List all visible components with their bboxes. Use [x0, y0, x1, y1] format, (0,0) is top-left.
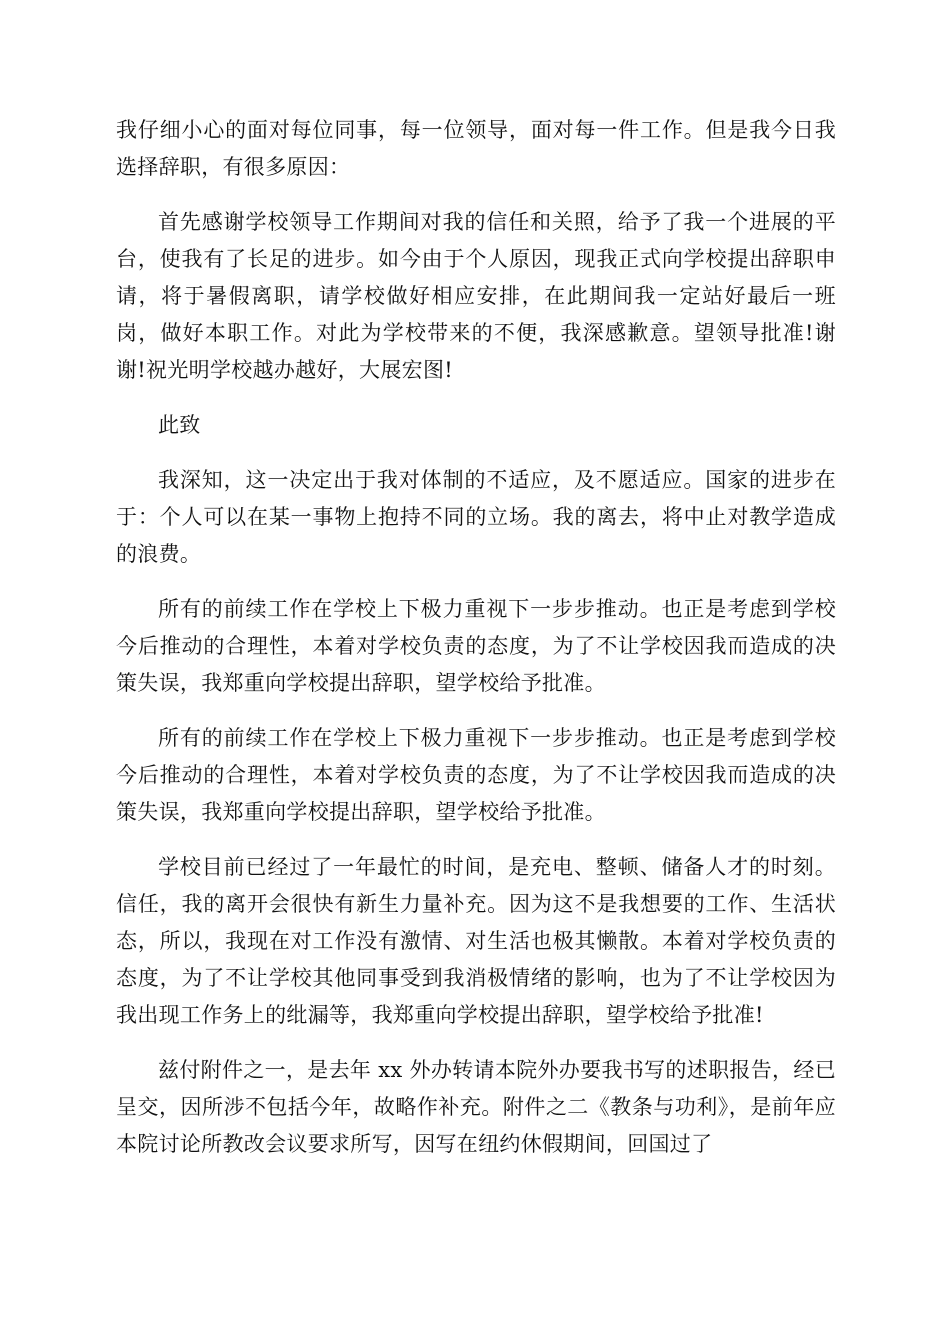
paragraph-2: 首先感谢学校领导工作期间对我的信任和关照，给予了我一个进展的平台，使我有了长足的进步。如今由于个人原因，现我正式向学校提出辞职申请，将于暑假离职，请学校做好相应安排，在此期间我一定站好最后一班岗，做好本职工作。对此为学校带来的不便，我深感歉意。望领导批准!谢谢!祝光明学校越办越好，大展宏图!: [116, 210, 836, 382]
paragraph-3: 我深知，这一决定出于我对体制的不适应，及不愿适应。国家的进步在于：个人可以在某一事物上抱持不同的立场。我的离去，将中止对教学造成的浪费。: [116, 468, 836, 566]
paragraph-7: 兹付附件之一，是去年 xx 外办转请本院外办要我书写的述职报告，经已呈交，因所涉不包括今年，故略作补充。附件之二《教条与功利》，是前年应本院讨论所教改会议要求所写，因写在纽约休假期间，回国过了: [116, 1058, 836, 1156]
paragraph-4: 所有的前续工作在学校上下极力重视下一步步推动。也正是考虑到学校今后推动的合理性，本着对学校负责的态度，为了不让学校因我而造成的决策失误，我郑重向学校提出辞职，望学校给予批准。: [116, 597, 836, 695]
paragraph-6: 学校目前已经过了一年最忙的时间，是充电、整顿、储备人才的时刻。信任，我的离开会很快有新生力量补充。因为这不是我想要的工作、生活状态，所以，我现在对工作没有激情、对生活也极其懒散。本着对学校负责的态度，为了不让学校其他同事受到我消极情绪的影响，也为了不让学校因为我出现工作务上的纰漏等，我郑重向学校提出辞职，望学校给予批准!: [116, 855, 836, 1027]
paragraph-1: 我仔细小心的面对每位同事，每一位领导，面对每一件工作。但是我今日我选择辞职，有很多原因：: [116, 118, 836, 179]
closing-salutation: 此致: [158, 413, 201, 437]
document-body: [116, 112, 836, 1181]
paragraph-5: 所有的前续工作在学校上下极力重视下一步步推动。也正是考虑到学校今后推动的合理性，本着对学校负责的态度，为了不让学校因我而造成的决策失误，我郑重向学校提出辞职，望学校给予批准。: [116, 726, 836, 824]
